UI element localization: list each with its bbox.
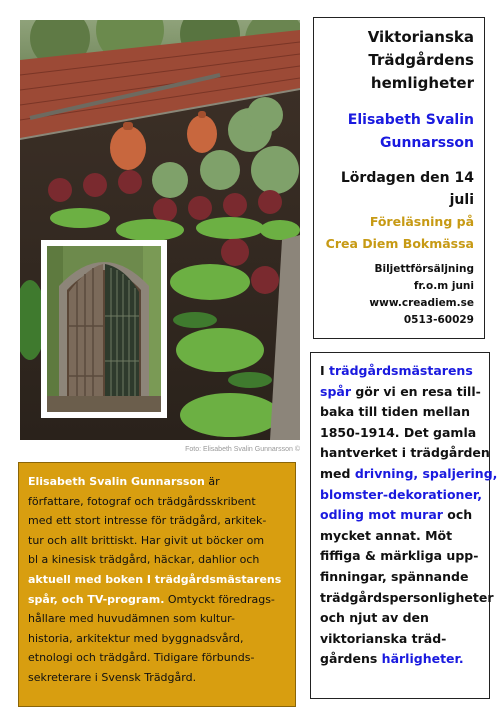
bio-line: bl a kinesisk trädgård, häckar, dahlior och (28, 553, 260, 567)
phone-number: 0513-60029 (403, 314, 474, 326)
photo-credit: Foto: Elisabeth Svalin Gunnarsson © (185, 446, 300, 453)
tickets-label: Biljettförsäljning (374, 263, 474, 275)
bio-highlight: spår, och TV-program. (28, 592, 165, 606)
description-line: I trädgårdsmästarens (320, 363, 473, 378)
tickets-date: fr.o.m juni (413, 280, 474, 292)
event-date: Lördagen den 14 juli (340, 170, 474, 208)
description-line: trädgårdspersonligheter (320, 589, 494, 605)
bio-line: aktuell med boken I trädgårdsmästarens (28, 572, 282, 586)
bio-line: tur och allt brittiskt. Har givit ut böcker om (28, 533, 265, 547)
book-title-highlight: spår (320, 383, 351, 399)
description-line: och njut av den (320, 610, 429, 626)
author-line: Gunnarsson (380, 135, 474, 151)
bio-line: etnologi och trädgård. Tidigare förbunds- (28, 651, 255, 665)
lecture-venue: Crea Diem Bokmässa (325, 236, 474, 251)
event-title-box (313, 17, 485, 339)
description-line: 1850-1914. Det gamla (320, 424, 477, 440)
description-line: fiffiga & märkliga upp- (320, 548, 479, 564)
description-line: gårdens härligheter. (320, 651, 464, 667)
ticket-info (320, 261, 474, 329)
website-link[interactable]: www.creadiem.se (369, 297, 474, 309)
garden-door-photo (41, 240, 167, 418)
bio-line: Elisabeth Svalin Gunnarsson är (28, 475, 220, 488)
bio-author-name: Elisabeth Svalin Gunnarsson (28, 475, 205, 488)
description-box (310, 352, 498, 699)
bio-line: historia, arkitektur med byggnadsvård, (28, 631, 244, 645)
garden-door-image (47, 246, 161, 412)
author-bio-box (18, 462, 296, 707)
bio-line: författare, fotograf och trädgårdsskribent (28, 494, 256, 508)
bio-line: med ett stort intresse för trädgård, arkitek- (28, 514, 267, 528)
bio-line: spår, och TV-program. Omtyckt föredrags- (28, 592, 275, 606)
description-line: viktorianska träd- (320, 630, 447, 646)
author-name (320, 109, 474, 155)
bio-line: hållare med huvudämnen som kultur- (28, 612, 235, 626)
title-line: Trädgårdens (368, 51, 474, 69)
topic-highlight: odling mot murar (320, 507, 443, 523)
bio-line: sekreterare i Svensk Trädgård. (28, 670, 197, 684)
description-line: med drivning, spaljering, (320, 465, 498, 481)
description-line: odling mot murar och (320, 507, 473, 523)
description-line: mycket annat. Möt (320, 527, 453, 543)
description-line: blomster-dekorationer, (320, 486, 482, 502)
lecture-info (320, 211, 474, 255)
topic-highlight: härligheter. (381, 651, 464, 667)
description-line: spår gör vi en resa till- (320, 383, 481, 399)
book-title-highlight: trädgårdsmästarens (329, 363, 473, 378)
author-line: Elisabeth Svalin (347, 112, 474, 128)
topic-highlight: drivning, spaljering, (354, 465, 498, 481)
lecture-line: Föreläsning på (369, 214, 474, 229)
title-line: hemligheter (370, 74, 474, 92)
title-line: Viktorianska (367, 28, 474, 46)
description-line: hantverket i trädgården (320, 445, 490, 461)
event-title (320, 26, 474, 95)
description-line: finningar, spännande (320, 568, 469, 584)
description-line: baka till tiden mellan (320, 404, 471, 420)
